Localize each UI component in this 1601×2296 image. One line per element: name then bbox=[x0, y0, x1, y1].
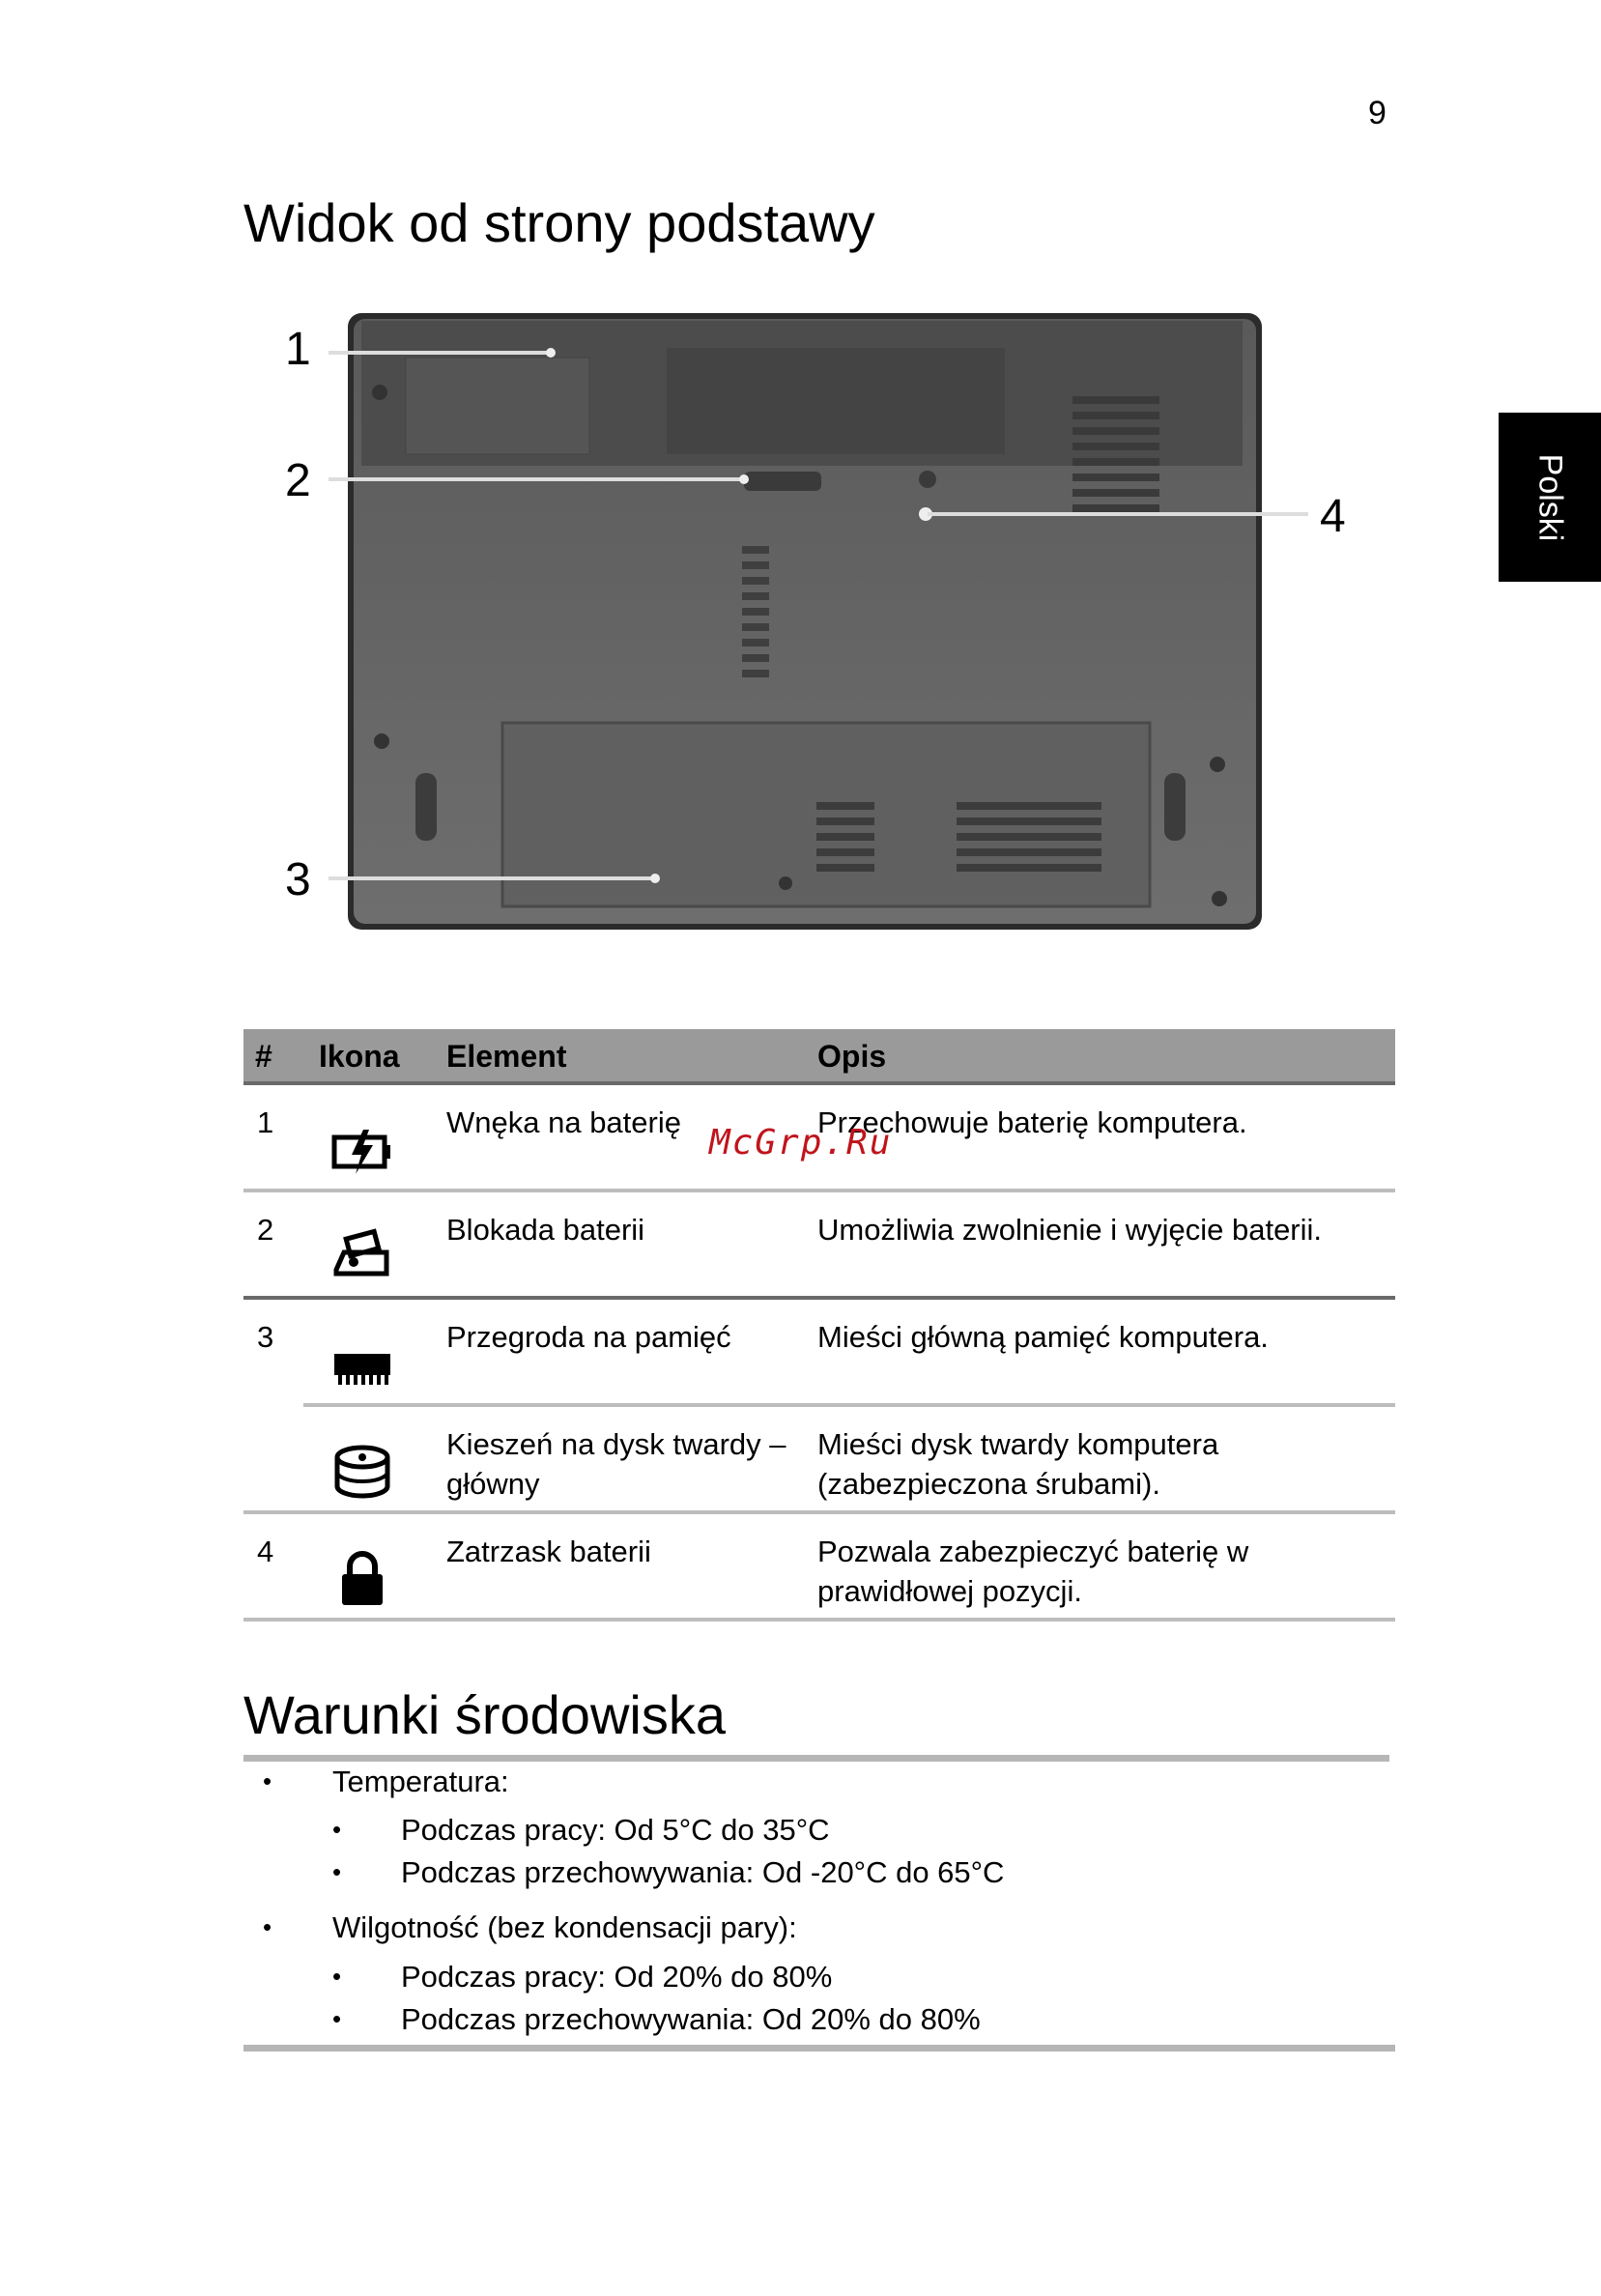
list-item: Temperatura: bbox=[332, 1765, 509, 1798]
header-description: Opis bbox=[817, 1039, 887, 1074]
row-description: Umożliwia zwolnienie i wyjęcie baterii. bbox=[817, 1213, 1323, 1247]
row-number: 3 bbox=[257, 1320, 274, 1354]
bullet: • bbox=[332, 1815, 342, 1844]
section-title-environment: Warunki środowiska bbox=[243, 1684, 726, 1745]
list-subitem: Podczas pracy: Od 5°C do 35°C bbox=[401, 1813, 830, 1847]
header-number: # bbox=[255, 1039, 272, 1074]
row-element: Przegroda na pamięć bbox=[446, 1320, 731, 1354]
row-description: Mieści główną pamięć komputera. bbox=[817, 1320, 1269, 1354]
row-spacer bbox=[243, 1403, 303, 1407]
table-header bbox=[243, 1029, 1395, 1085]
callout-2: 2 bbox=[285, 455, 311, 506]
section-title-bottom-view: Widok od strony podstawy bbox=[243, 192, 875, 253]
bullet: • bbox=[332, 2004, 342, 2033]
callout-4: 4 bbox=[1320, 491, 1346, 542]
hdd-icon bbox=[329, 1438, 396, 1506]
memory-icon bbox=[329, 1331, 396, 1398]
table-row bbox=[243, 1192, 1395, 1300]
row-element: Kieszeń na dysk twardy – główny bbox=[446, 1427, 786, 1501]
lock-icon bbox=[329, 1545, 396, 1613]
row-description: Pozwala zabezpieczyć baterię w prawidłowej pozycji. bbox=[817, 1535, 1249, 1608]
row-description: Przechowuje baterię komputera. bbox=[817, 1105, 1247, 1139]
page-number: 9 bbox=[1368, 95, 1387, 131]
callout-3: 3 bbox=[285, 854, 311, 905]
list-item: Wilgotność (bez kondensacji pary): bbox=[332, 1910, 797, 1944]
table-row bbox=[243, 1407, 1395, 1514]
list-subitem: Podczas pracy: Od 20% do 80% bbox=[401, 1960, 833, 1994]
row-number: 1 bbox=[257, 1105, 274, 1139]
row-element: Wnęka na baterię bbox=[446, 1105, 681, 1139]
environment-list bbox=[243, 1765, 1395, 2052]
callout-1: 1 bbox=[285, 324, 311, 375]
components-table bbox=[243, 1029, 1395, 1622]
row-number: 2 bbox=[257, 1213, 274, 1247]
laptop-bottom-image bbox=[290, 290, 1372, 947]
row-element: Blokada baterii bbox=[446, 1213, 645, 1247]
battery-release-icon bbox=[329, 1223, 396, 1291]
section-rule bbox=[243, 1755, 1389, 1762]
language-tab-label: Polski bbox=[1531, 453, 1569, 541]
row-number: 4 bbox=[257, 1535, 274, 1568]
list-subitem: Podczas przechowywania: Od -20°C do 65°C bbox=[401, 1855, 1005, 1889]
battery-icon bbox=[329, 1116, 396, 1184]
header-icon: Ikona bbox=[319, 1039, 400, 1074]
bullet: • bbox=[263, 1766, 272, 1795]
row-element: Zatrzask baterii bbox=[446, 1535, 651, 1568]
bullet: • bbox=[263, 1912, 272, 1941]
row-description: Mieści dysk twardy komputera (zabezpieczona śrubami). bbox=[817, 1427, 1219, 1501]
watermark: McGrp.Ru bbox=[709, 1123, 893, 1162]
list-subitem: Podczas przechowywania: Od 20% do 80% bbox=[401, 2002, 981, 2036]
bullet: • bbox=[332, 1857, 342, 1886]
language-tab bbox=[1499, 413, 1601, 582]
table-row bbox=[243, 1514, 1395, 1622]
table-row bbox=[243, 1300, 1395, 1407]
laptop-bottom-figure bbox=[285, 290, 1372, 947]
header-element: Element bbox=[446, 1039, 567, 1074]
bullet: • bbox=[332, 1962, 342, 1991]
